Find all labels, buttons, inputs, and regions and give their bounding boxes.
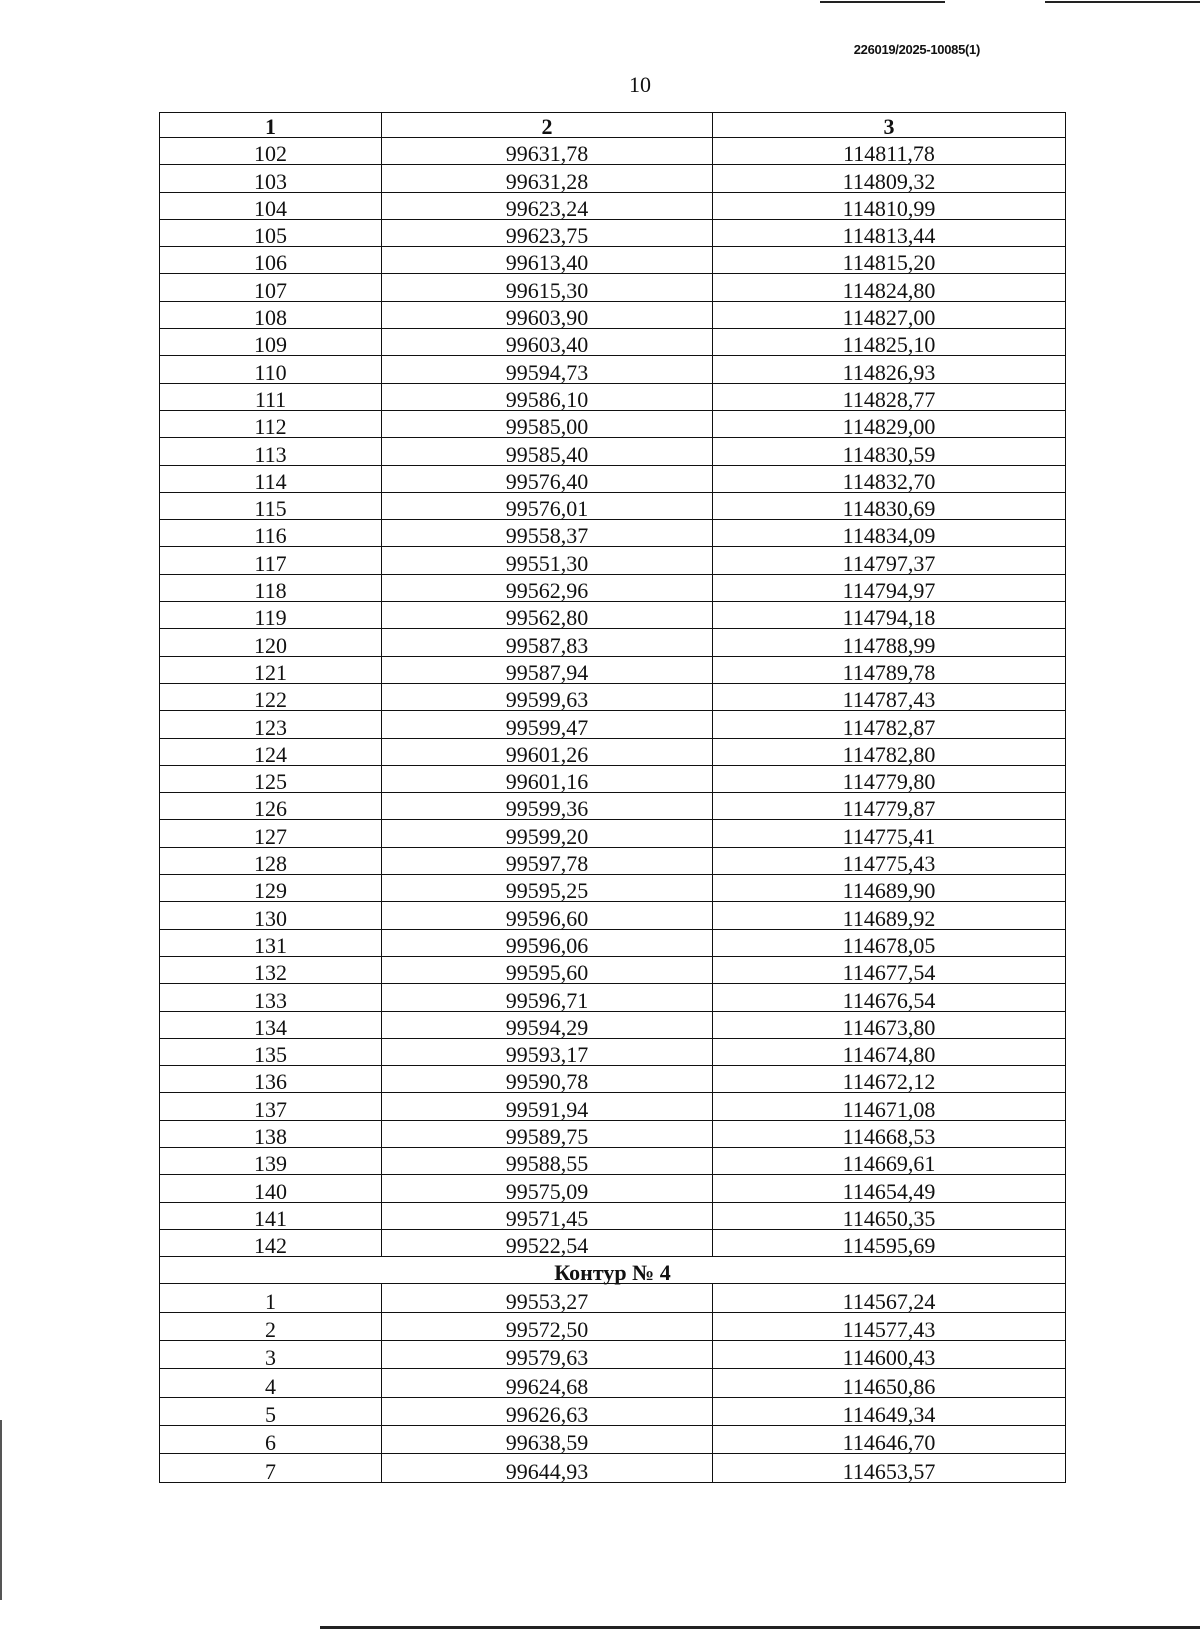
y-coordinate-cell: 114797,37 — [713, 547, 1066, 574]
y-coordinate-cell: 114673,80 — [713, 1011, 1066, 1038]
section-header-row — [160, 1257, 1066, 1284]
scan-edge-left-mark — [0, 1420, 2, 1600]
y-coordinate-cell: 114672,12 — [713, 1066, 1066, 1093]
x-coordinate-cell: 99553,27 — [382, 1284, 713, 1312]
x-coordinate-cell: 99594,73 — [382, 356, 713, 383]
table-row — [160, 1011, 1066, 1038]
table-row — [160, 629, 1066, 656]
point-number-cell: 118 — [160, 574, 382, 601]
point-number-cell: 139 — [160, 1147, 382, 1174]
x-coordinate-cell: 99615,30 — [382, 274, 713, 301]
y-coordinate-cell: 114827,00 — [713, 301, 1066, 328]
y-coordinate-cell: 114677,54 — [713, 956, 1066, 983]
point-number-cell: 129 — [160, 875, 382, 902]
point-number-cell: 130 — [160, 902, 382, 929]
x-coordinate-cell: 99644,93 — [382, 1454, 713, 1482]
x-coordinate-cell: 99558,37 — [382, 520, 713, 547]
x-coordinate-cell: 99571,45 — [382, 1202, 713, 1229]
table-row — [160, 356, 1066, 383]
y-coordinate-cell: 114775,43 — [713, 847, 1066, 874]
y-coordinate-cell: 114678,05 — [713, 929, 1066, 956]
table-row — [160, 1454, 1066, 1482]
y-coordinate-cell: 114809,32 — [713, 165, 1066, 192]
y-coordinate-cell: 114824,80 — [713, 274, 1066, 301]
x-coordinate-cell: 99603,40 — [382, 329, 713, 356]
x-coordinate-cell: 99631,78 — [382, 138, 713, 165]
y-coordinate-cell: 114825,10 — [713, 329, 1066, 356]
table-row — [160, 793, 1066, 820]
x-coordinate-cell: 99593,17 — [382, 1038, 713, 1065]
y-coordinate-cell: 114689,92 — [713, 902, 1066, 929]
table-row — [160, 547, 1066, 574]
x-coordinate-cell: 99562,96 — [382, 574, 713, 601]
x-coordinate-cell: 99599,36 — [382, 793, 713, 820]
point-number-cell: 133 — [160, 984, 382, 1011]
x-coordinate-cell: 99586,10 — [382, 383, 713, 410]
x-coordinate-cell: 99585,40 — [382, 438, 713, 465]
x-coordinate-cell: 99587,83 — [382, 629, 713, 656]
point-number-cell: 103 — [160, 165, 382, 192]
point-number-cell: 110 — [160, 356, 382, 383]
point-number-cell: 106 — [160, 247, 382, 274]
table-row — [160, 492, 1066, 519]
x-coordinate-cell: 99588,55 — [382, 1147, 713, 1174]
table-row — [160, 192, 1066, 219]
table-row — [160, 1175, 1066, 1202]
y-coordinate-cell: 114668,53 — [713, 1120, 1066, 1147]
table-row — [160, 1229, 1066, 1256]
x-coordinate-cell: 99603,90 — [382, 301, 713, 328]
table-row — [160, 902, 1066, 929]
point-number-cell: 2 — [160, 1312, 382, 1340]
table-row — [160, 520, 1066, 547]
x-coordinate-cell: 99623,24 — [382, 192, 713, 219]
y-coordinate-cell: 114595,69 — [713, 1229, 1066, 1256]
x-coordinate-cell: 99596,60 — [382, 902, 713, 929]
y-coordinate-cell: 114829,00 — [713, 410, 1066, 437]
point-number-cell: 121 — [160, 656, 382, 683]
y-coordinate-cell: 114782,87 — [713, 711, 1066, 738]
x-coordinate-cell: 99601,16 — [382, 765, 713, 792]
scan-edge-top-left — [820, 1, 945, 3]
x-coordinate-cell: 99626,63 — [382, 1397, 713, 1425]
y-coordinate-cell: 114775,41 — [713, 820, 1066, 847]
table-row — [160, 711, 1066, 738]
y-coordinate-cell: 114813,44 — [713, 219, 1066, 246]
table-row — [160, 410, 1066, 437]
y-coordinate-cell: 114674,80 — [713, 1038, 1066, 1065]
column-header: 2 — [382, 113, 713, 138]
y-coordinate-cell: 114779,87 — [713, 793, 1066, 820]
y-coordinate-cell: 114646,70 — [713, 1425, 1066, 1453]
point-number-cell: 113 — [160, 438, 382, 465]
column-header: 3 — [713, 113, 1066, 138]
x-coordinate-cell: 99590,78 — [382, 1066, 713, 1093]
table-row — [160, 847, 1066, 874]
table-row — [160, 438, 1066, 465]
x-coordinate-cell: 99589,75 — [382, 1120, 713, 1147]
point-number-cell: 5 — [160, 1397, 382, 1425]
point-number-cell: 107 — [160, 274, 382, 301]
x-coordinate-cell: 99576,01 — [382, 492, 713, 519]
y-coordinate-cell: 114650,35 — [713, 1202, 1066, 1229]
x-coordinate-cell: 99596,71 — [382, 984, 713, 1011]
x-coordinate-cell: 99597,78 — [382, 847, 713, 874]
point-number-cell: 124 — [160, 738, 382, 765]
table-row — [160, 1202, 1066, 1229]
x-coordinate-cell: 99575,09 — [382, 1175, 713, 1202]
x-coordinate-cell: 99599,63 — [382, 683, 713, 710]
table-row — [160, 574, 1066, 601]
x-coordinate-cell: 99572,50 — [382, 1312, 713, 1340]
table-row — [160, 247, 1066, 274]
point-number-cell: 120 — [160, 629, 382, 656]
table-row — [160, 1341, 1066, 1369]
point-number-cell: 138 — [160, 1120, 382, 1147]
y-coordinate-cell: 114794,18 — [713, 602, 1066, 629]
y-coordinate-cell: 114828,77 — [713, 383, 1066, 410]
y-coordinate-cell: 114671,08 — [713, 1093, 1066, 1120]
table-row — [160, 602, 1066, 629]
point-number-cell: 111 — [160, 383, 382, 410]
table-row — [160, 656, 1066, 683]
y-coordinate-cell: 114794,97 — [713, 574, 1066, 601]
y-coordinate-cell: 114810,99 — [713, 192, 1066, 219]
point-number-cell: 142 — [160, 1229, 382, 1256]
table-row — [160, 1397, 1066, 1425]
x-coordinate-cell: 99599,47 — [382, 711, 713, 738]
y-coordinate-cell: 114653,57 — [713, 1454, 1066, 1482]
table-row — [160, 138, 1066, 165]
x-coordinate-cell: 99595,60 — [382, 956, 713, 983]
table-row — [160, 219, 1066, 246]
point-number-cell: 104 — [160, 192, 382, 219]
point-number-cell: 134 — [160, 1011, 382, 1038]
x-coordinate-cell: 99579,63 — [382, 1341, 713, 1369]
y-coordinate-cell: 114787,43 — [713, 683, 1066, 710]
point-number-cell: 140 — [160, 1175, 382, 1202]
y-coordinate-cell: 114830,59 — [713, 438, 1066, 465]
x-coordinate-cell: 99599,20 — [382, 820, 713, 847]
scan-edge-bottom — [320, 1626, 1200, 1629]
point-number-cell: 114 — [160, 465, 382, 492]
y-coordinate-cell: 114782,80 — [713, 738, 1066, 765]
point-number-cell: 115 — [160, 492, 382, 519]
coordinates-table — [159, 112, 1066, 1483]
point-number-cell: 112 — [160, 410, 382, 437]
x-coordinate-cell: 99596,06 — [382, 929, 713, 956]
point-number-cell: 119 — [160, 602, 382, 629]
y-coordinate-cell: 114654,49 — [713, 1175, 1066, 1202]
table-row — [160, 165, 1066, 192]
table-row — [160, 1120, 1066, 1147]
table-row — [160, 1284, 1066, 1312]
table-row — [160, 738, 1066, 765]
point-number-cell: 1 — [160, 1284, 382, 1312]
column-header: 1 — [160, 113, 382, 138]
point-number-cell: 141 — [160, 1202, 382, 1229]
scan-edge-top-right — [1045, 1, 1200, 3]
table-row — [160, 683, 1066, 710]
table-row — [160, 1425, 1066, 1453]
y-coordinate-cell: 114689,90 — [713, 875, 1066, 902]
point-number-cell: 102 — [160, 138, 382, 165]
x-coordinate-cell: 99623,75 — [382, 219, 713, 246]
y-coordinate-cell: 114815,20 — [713, 247, 1066, 274]
point-number-cell: 127 — [160, 820, 382, 847]
table-row — [160, 301, 1066, 328]
table-row — [160, 929, 1066, 956]
point-number-cell: 3 — [160, 1341, 382, 1369]
point-number-cell: 126 — [160, 793, 382, 820]
y-coordinate-cell: 114834,09 — [713, 520, 1066, 547]
point-number-cell: 123 — [160, 711, 382, 738]
point-number-cell: 7 — [160, 1454, 382, 1482]
point-number-cell: 4 — [160, 1369, 382, 1397]
y-coordinate-cell: 114826,93 — [713, 356, 1066, 383]
table-row — [160, 329, 1066, 356]
page-number: 10 — [629, 72, 651, 97]
x-coordinate-cell: 99562,80 — [382, 602, 713, 629]
table-row — [160, 875, 1066, 902]
section-title: Контур № 4 — [160, 1257, 1066, 1284]
x-coordinate-cell: 99595,25 — [382, 875, 713, 902]
x-coordinate-cell: 99522,54 — [382, 1229, 713, 1256]
x-coordinate-cell: 99594,29 — [382, 1011, 713, 1038]
y-coordinate-cell: 114650,86 — [713, 1369, 1066, 1397]
table-row — [160, 1066, 1066, 1093]
table-body — [160, 138, 1066, 1483]
table-row — [160, 1369, 1066, 1397]
point-number-cell: 6 — [160, 1425, 382, 1453]
x-coordinate-cell: 99638,59 — [382, 1425, 713, 1453]
x-coordinate-cell: 99613,40 — [382, 247, 713, 274]
x-coordinate-cell: 99591,94 — [382, 1093, 713, 1120]
point-number-cell: 125 — [160, 765, 382, 792]
x-coordinate-cell: 99576,40 — [382, 465, 713, 492]
point-number-cell: 105 — [160, 219, 382, 246]
x-coordinate-cell: 99631,28 — [382, 165, 713, 192]
y-coordinate-cell: 114577,43 — [713, 1312, 1066, 1340]
point-number-cell: 117 — [160, 547, 382, 574]
point-number-cell: 131 — [160, 929, 382, 956]
table-row — [160, 1147, 1066, 1174]
point-number-cell: 122 — [160, 683, 382, 710]
table-row — [160, 1312, 1066, 1340]
point-number-cell: 136 — [160, 1066, 382, 1093]
y-coordinate-cell: 114789,78 — [713, 656, 1066, 683]
y-coordinate-cell: 114779,80 — [713, 765, 1066, 792]
point-number-cell: 135 — [160, 1038, 382, 1065]
y-coordinate-cell: 114811,78 — [713, 138, 1066, 165]
table-row — [160, 984, 1066, 1011]
point-number-cell: 132 — [160, 956, 382, 983]
x-coordinate-cell: 99624,68 — [382, 1369, 713, 1397]
table-row — [160, 765, 1066, 792]
y-coordinate-cell: 114788,99 — [713, 629, 1066, 656]
x-coordinate-cell: 99551,30 — [382, 547, 713, 574]
y-coordinate-cell: 114669,61 — [713, 1147, 1066, 1174]
point-number-cell: 116 — [160, 520, 382, 547]
y-coordinate-cell: 114567,24 — [713, 1284, 1066, 1312]
y-coordinate-cell: 114676,54 — [713, 984, 1066, 1011]
table-row — [160, 274, 1066, 301]
point-number-cell: 128 — [160, 847, 382, 874]
y-coordinate-cell: 114830,69 — [713, 492, 1066, 519]
table-row — [160, 1093, 1066, 1120]
table-row — [160, 820, 1066, 847]
y-coordinate-cell: 114832,70 — [713, 465, 1066, 492]
x-coordinate-cell: 99585,00 — [382, 410, 713, 437]
document-number: 226019/2025-10085(1) — [853, 42, 980, 57]
table-row — [160, 956, 1066, 983]
point-number-cell: 137 — [160, 1093, 382, 1120]
table-row — [160, 465, 1066, 492]
table-row — [160, 1038, 1066, 1065]
x-coordinate-cell: 99587,94 — [382, 656, 713, 683]
table-row — [160, 383, 1066, 410]
x-coordinate-cell: 99601,26 — [382, 738, 713, 765]
y-coordinate-cell: 114649,34 — [713, 1397, 1066, 1425]
point-number-cell: 109 — [160, 329, 382, 356]
y-coordinate-cell: 114600,43 — [713, 1341, 1066, 1369]
table-header-row — [160, 113, 1066, 138]
point-number-cell: 108 — [160, 301, 382, 328]
